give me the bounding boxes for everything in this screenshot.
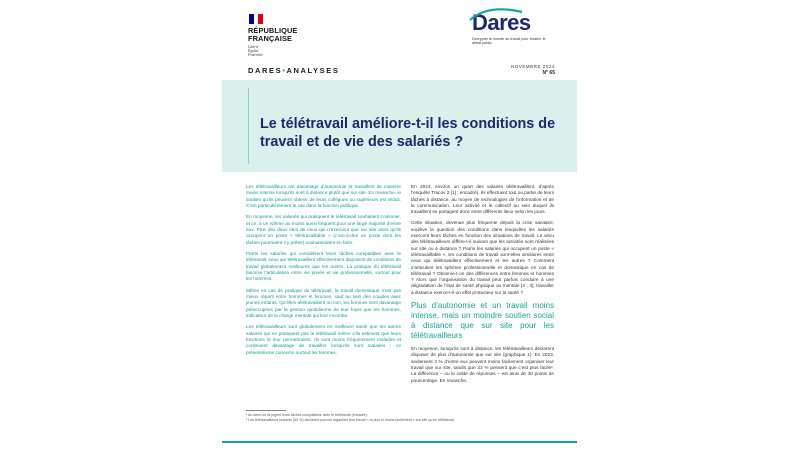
issue-number: N° 65 bbox=[542, 70, 555, 76]
series-prefix: DARES bbox=[248, 66, 283, 75]
dares-wordmark-text: Dares bbox=[472, 10, 531, 35]
republique-francaise-logo bbox=[248, 14, 308, 58]
summary-paragraph: En moyenne, les salariés qui pratiquent le télétravail souhaitent continuer, et ce, à un rythme au moins aussi fréquent pour une large majorité d’entre eux. Plus des deux tiers de ceux qui n’exercent que sur site alors qu’ils occupent un poste « télétravaillable » (c’est-à-dire un poste dont les tâches pourraient s’y prêter) souhaiteraient en faire. bbox=[246, 214, 401, 245]
document-page bbox=[222, 0, 577, 450]
series-label bbox=[248, 66, 339, 75]
bottom-accent-line bbox=[222, 441, 577, 443]
footnote: ¹ Au sens où ils jugent leurs tâches compatibles avec le télétravail (encadré). bbox=[246, 413, 368, 417]
francaise-label: FRANÇAISE bbox=[248, 34, 293, 43]
title-band bbox=[222, 80, 577, 172]
footnote-rule bbox=[246, 410, 286, 411]
footnotes bbox=[246, 413, 556, 422]
summary-paragraph: Les télétravailleurs sont globalement en meilleure santé que les autres salariés qui ne pratiquent pas le télétravail même s’ils estiment que leurs fonctions le leur permettraient. Ils sont moins fréquemment malades et continuent davantage de travailler lorsqu’ils sont malades ; ce présentéisme concerne surtout les femmes. bbox=[246, 324, 401, 355]
body-paragraph: Cette situation, devenue plus fréquente depuis la crise sanitaire, soulève la question des conditions dans lesquelles les salariés exercent leurs tâches en fonction des situations de travail. Le vécu des télétravailleurs diffère-t-il suivant que les activités sont réalisées sur site ou à distance ? Parmi les salariés qui occupent un poste « télétravaillable », les conditions de travail sont-elles similaires entre ceux qui télétravaillent effectivement et les autres ? Comment s’articulent les sphères professionnelle et domestique en cas de télétravail ? Observe-t-on des différences entre femmes et hommes ? Alors que l’organisation du travail peut parfois conduire à une dégradation de l’état de santé physique ou mentale [2 ; 3], travailler à distance exerce-t-il un effet protecteur sur la santé ? bbox=[411, 220, 554, 295]
motto-egalite: Égalité bbox=[248, 49, 259, 54]
series-suffix: ANALYSES bbox=[286, 66, 340, 75]
summary-paragraph: Même en cas de pratique du télétravail, le travail domestique n’est pas mieux réparti entre hommes et femmes, sauf au sein des couples avec jeunes enfants. Qu’elles télétravaillent ou non, les femmes sont davantage préoccupées par la gestion quotidienne de leur foyer que les hommes, indicateur de la charge mentale qui leur incombe. bbox=[246, 287, 401, 318]
motto-fraternite: Fraternité bbox=[248, 53, 263, 58]
summary-paragraph: Parmi les salariés qui considèrent leurs tâches compatibles avec le télétravail, ceux qui télétravaillent effectivement disposent de conditions de travail globalement meilleures que les autres. La pratique du télétravail favorise l’articulation entre vie privée et vie professionnelle, surtout pour les hommes. bbox=[246, 251, 401, 282]
dares-logo bbox=[472, 12, 557, 46]
body-paragraph: En 2023, environ un quart des salariés télétravaillent, d’après l’enquête Tracov 2 [1] ; encadré). Ils effectuent tout ou partie de leurs tâches à distance, au moyen de technologies de l’information et de la communication. Leur activité et le collectif au sein duquel ils travaillent se partagent donc entre différents lieux selon les jours. bbox=[411, 184, 554, 215]
summary-paragraph: Les télétravailleurs ont davantage d’autonomie et travaillent de manière moins intense lorsqu’ils sont à distance plutôt que sur site. En revanche, le soutien qu’ils peuvent obtenir de leurs collègues ou supérieurs est réduit. C’est particulièrement le cas dans la fonction publique. bbox=[246, 184, 401, 208]
motto bbox=[248, 45, 308, 58]
section-subheading: Plus d’autonomie et un travail moins intense, mais un moindre soutien social à distance que sur site pour les télétravailleurs bbox=[411, 301, 554, 341]
footnote: ² Les télétravailleurs restants (63 %) déclarent pouvoir organiser leur travail « ni plus ni moins facilement » sur site qu’en télétravail. bbox=[246, 417, 455, 422]
series-separator: • bbox=[282, 66, 287, 75]
body-paragraph: En moyenne, lorsqu’ils sont à distance, les télétravailleurs déclarent disposer de plus d’autonomie que sur site (graphique 1). En 2023, seulement 3 % d’entre eux peuvent moins facilement organiser leur travail que sur site, tandis que 33 % pensent que c’est plus facile¹. La différence – ou le solde de réponses – est ainsi de 30 points de pourcentage. En revanche, bbox=[411, 346, 554, 383]
motto-liberte: Liberté bbox=[248, 45, 259, 49]
issue-date: NOVEMBRE 2024 bbox=[511, 64, 555, 69]
summary-column bbox=[246, 184, 401, 361]
body-column bbox=[411, 184, 554, 389]
page-title: Le télétravail améliore-t-il les conditions de travail et de vie des salariés ? bbox=[260, 116, 556, 150]
band-rule bbox=[248, 88, 249, 164]
dares-wordmark bbox=[472, 12, 531, 34]
dares-tagline: Décrypter le monde du travail pour éclairer le débat public bbox=[472, 37, 546, 46]
dares-swoosh-icon bbox=[468, 6, 524, 24]
french-flag-icon bbox=[249, 14, 263, 24]
republique-label: RÉPUBLIQUE bbox=[248, 26, 298, 35]
